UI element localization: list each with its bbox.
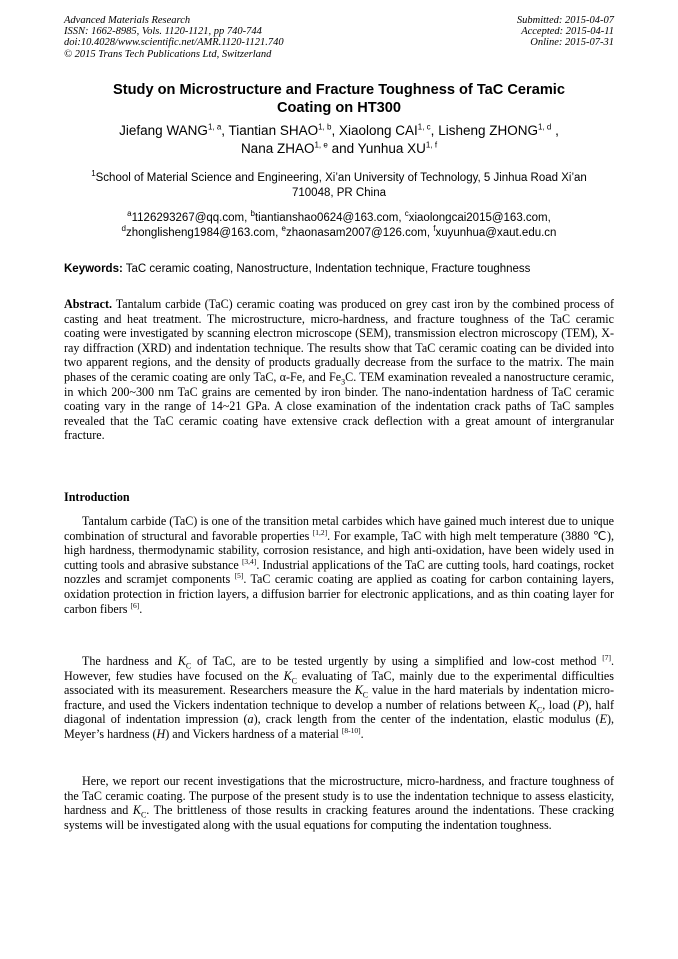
email-link[interactable]: zhonglisheng1984@163.com	[126, 227, 276, 239]
email-link[interactable]: tiantianshao0624@163.com	[254, 212, 399, 224]
copyright-line: © 2015 Trans Tech Publications Ltd, Switzerland	[64, 48, 272, 60]
author-name: Tiantian SHAO	[228, 123, 319, 138]
journal-name: Advanced Materials Research	[64, 15, 191, 26]
author-emails: $^a$1126293267@qq.com, $^b$tiantianshao0624@163.com, $^c$xiaolongcai2015@163.com, $^d$zhonglisheng1984@163.com, $^e$zhaonasam2007@126.com, $^f$xuyunhua@xaut.edu.cn	[121, 209, 557, 239]
keywords-label: Keywords:	[64, 263, 123, 275]
author-affil-mark: 1, f	[425, 140, 438, 150]
author-affil-mark: 1, b	[318, 122, 332, 132]
author-name: Nana ZHAO	[240, 141, 315, 156]
authors-line-2: Nana ZHAO$^{1, e}$ and Yunhua XU$^{1, f}$	[240, 140, 438, 156]
online-date: Online: 2015-07-31	[530, 37, 614, 49]
citation[interactable]: [7]	[602, 652, 611, 662]
citation[interactable]: [6]	[130, 600, 140, 610]
abstract: Abstract. Tantalum carbide (TaC) ceramic coating was produced on grey cast iron by the combined process of casting and heat treatment. The microstructure, micro-hardness, and fracture toughness of the TaC ceramic coating were investigated by scanning electron microscope (SEM), transmission electron microscopy (TEM), X-ray diffraction (XRD) and indentation technique. The results show that TaC ceramic coating can be divided into two apparent regions, and the density of products gradually decrease from the surface to the matrix. The main phases of the ceramic coating are only TaC, α-Fe, and $Fe_3C$. TEM examination revealed a nanostructure ceramic, in which 200~300 nm TaC grains are cemented by iron binder. The nano-indentation hardness of TaC ceramic coating vary in the range of 14~21 GPa. A close examination of the indentation crack paths of TaC samples revealed that the TaC ceramic coating have extensive crack deflection with a great amount of intergranular fracture.	[64, 297, 614, 443]
citation[interactable]: [1,2]	[312, 527, 328, 537]
citation[interactable]: [8-10]	[341, 725, 361, 735]
email-link[interactable]: xiaolongcai2015@163.com	[408, 212, 548, 224]
affil-line-2: 710048, PR China	[292, 187, 386, 199]
author-name: Lisheng ZHONG	[438, 123, 538, 138]
paper-title	[64, 81, 614, 117]
intro-paragraph-1: Tantalum carbide (TaC) is one of the transition metal carbides which have gained much interest due to unique combination of structural and favorable properties [1,2]. For example, TaC with high melt temperature (3880 ℃), high hardness, thermodynamic stability, corrosion resistance, and high anti-oxidation, have been widely used in cutting tools and abrasive substance [3,4]. Industrial applications of the TaC are cutting tools, hard coatings, rocket nozzles and scramjet components [5]. TaC ceramic coating are applied as coating for carbon containing layers, oxidation protection in friction layers, a diffusion barrier for electronic applications, and as thin coating layer for carbon fibers [6].	[64, 514, 614, 616]
author-name: Jiefang WANG	[119, 123, 208, 138]
author-affil-mark: 1, a	[207, 122, 222, 132]
dates-header	[517, 15, 614, 49]
title-line-2: Coating on HT300	[276, 100, 402, 116]
author-affil-mark: 1, c	[417, 122, 431, 132]
author-name: Xiaolong CAI	[338, 123, 418, 138]
author-list	[64, 122, 614, 158]
email-link[interactable]: xuyunhua@xaut.edu.cn	[435, 227, 557, 239]
citation[interactable]: [3,4]	[241, 556, 257, 566]
submitted-date: Submitted: 2015-04-07	[516, 15, 614, 26]
email-link[interactable]: zhaonasam2007@126.com	[285, 227, 427, 239]
citation[interactable]: [5]	[234, 571, 244, 581]
intro-paragraph-3: Here, we report our recent investigations that the microstructure, micro-hardness, and fracture toughness of the TaC ceramic coating. The purpose of the present study is to use the indentation technique to assess elasticity, hardness and $K_C$. The brittleness of those results in cracking features around the indentations. These cracking systems will be investigated along with the usual equations for computing the indentation toughness.	[64, 774, 614, 832]
author-name: Yunhua XU	[357, 141, 426, 156]
abstract-label: Abstract.	[64, 297, 113, 311]
affil-line-1: School of Material Science and Engineering, Xi’an University of Technology, 5 Jinhua Road Xi’an	[95, 172, 587, 184]
issn-line: ISSN: 1662-8985, Vols. 1120-1121, pp 740-744	[64, 26, 262, 38]
email-link[interactable]: 1126293267@qq.com	[131, 212, 245, 224]
affiliation	[64, 171, 614, 201]
intro-paragraph-2: The hardness and $K_C$ of TaC, are to be tested urgently by using a simplified and low-cost method [7]. However, few studies have focused on the $K_C$ evaluating of TaC, mainly due to the experimental difficulties associated with its measurement. Researchers measure the $K_C$ value in the hard materials by indentation micro-fracture, and used the Vickers indentation technique to develop a number of relations between $K_C$, load (P), half diagonal of indentation impression (a), crack length from the center of the indentation, elastic modulus (E), Meyer’s hardness (H) and Vickers hardness of a material [8-10].	[64, 652, 615, 741]
affil-mark: 1	[91, 169, 96, 179]
author-affil-mark: 1, e	[314, 140, 328, 150]
keywords	[64, 262, 614, 277]
author-affil-mark: 1, d	[537, 122, 552, 132]
section-heading-introduction: Introduction	[64, 490, 130, 504]
journal-header	[64, 15, 284, 60]
accepted-date: Accepted: 2015-04-11	[521, 26, 614, 38]
title-line-1: Study on Microstructure and Fracture Toughness of TaC Ceramic	[113, 82, 565, 98]
authors-line-1: Jiefang WANG$^{1, a}$, Tiantian SHAO$^{1, b}$, Xiaolong CAI$^{1, c}$, Lisheng ZHONG$^{1, d}$ ,	[119, 122, 559, 138]
keywords-text: TaC ceramic coating, Nanostructure, Indentation technique, Fracture toughness	[122, 263, 531, 275]
doi-line: doi:10.4028/www.scientific.net/AMR.1120-1121.740	[64, 37, 284, 49]
